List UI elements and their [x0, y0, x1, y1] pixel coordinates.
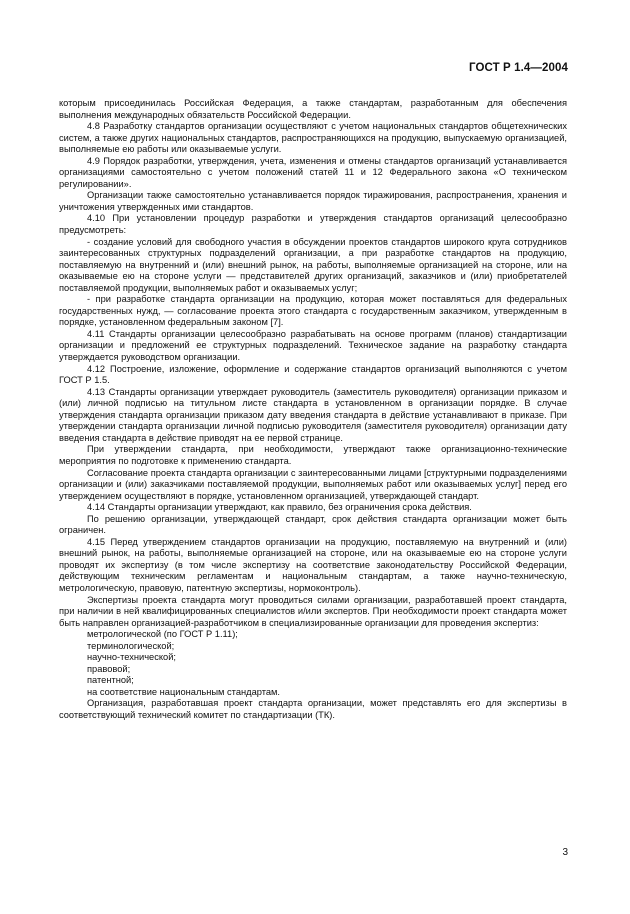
document-code-header: ГОСТ Р 1.4—2004	[469, 62, 568, 74]
paragraph: Организация, разработавшая проект стандарта организации, может представлять его для экспертизы в соответствующий технический комитет по стандартизации (ТК).	[59, 698, 567, 720]
list-item: метрологической (по ГОСТ Р 1.11);	[87, 629, 238, 640]
paragraph: 4.13 Стандарты организации утверждает руководитель (заместитель руководителя) организации приказом и (или) личной подписью на титульном листе стандарта в установленном в организации порядке. В случае утверждения стандарта организации приказом дату введения стандарта в действие устанавливают в приказе. При утверждении стандарта организации личной подписью руководителя (заместителя руководителя) организации дату введения стандарта в действие приводят на ее первой странице.	[59, 386, 567, 443]
list-item: - создание условий для свободного участия в обсуждении проектов стандартов широкого круга сотрудников заинтересованных структурных подразделений организации, а при разработке стандартов на продукцию, поставляемую на внутренний и (или) внешний рынок, на работы, выполняемые организацией на стороне, или на оказываемые ею на стороне услуги — представителей других организаций, заказчиков и (или) приобретателей поставляемой продукции, выполняемых работ и оказываемых услуг;	[59, 236, 567, 293]
paragraph: Экспертизы проекта стандарта могут проводиться силами организации, разработавшей проект стандарта, при наличии в ней квалифицированных специалистов и/или экспертов. При необходимости проект стандарта может быть направлен организацией-разработчиком в специализированные организации для проведения экспертиз:	[59, 594, 567, 628]
list-item: правовой;	[87, 663, 131, 674]
paragraph: 4.10 При установлении процедур разработки и утверждения стандартов организаций целесообразно предусмотреть:	[59, 213, 567, 236]
paragraph: 4.12 Построение, изложение, оформление и содержание стандартов организаций выполняются с учетом ГОСТ Р 1.5.	[59, 363, 567, 386]
list-item: научно-технической;	[87, 652, 176, 663]
paragraph: При утверждении стандарта, при необходимости, утверждают также организационно-технические мероприятия по подготовке к применению стандарта.	[59, 444, 567, 466]
paragraph: Согласование проекта стандарта организации с заинтересованными лицами [структурными подразделениями организации и (или) заказчиками поставляемой продукции, выполняемых работ или оказываемых услуг] перед его утверждением осуществляют в порядке, установленном организацией, утверждающей стандарт.	[59, 467, 567, 501]
page-number: 3	[562, 847, 568, 858]
paragraph: которым присоединилась Российская Федерация, а также стандартам, разработанным для обеспечения выполнения международных обязательств Российской Федерации.	[59, 98, 567, 120]
paragraph: 4.9 Порядок разработки, утверждения, учета, изменения и отмены стандартов организаций устанавливается организациями самостоятельно с учетом положений статей 11 и 12 Федерального закона «О техническом регулировании».	[59, 155, 567, 189]
list-item: терминологической;	[87, 640, 175, 651]
paragraph: 4.15 Перед утверждением стандартов организации на продукцию, поставляемую на внутренний и (или) внешний рынок, на работы, выполняемые организацией на стороне, или на оказываемые ею на стороне услуги проводят их экспертизу (в том числе экспертизу на соответствие законодательству Российской Федерации, действующим техническим регламентам и национальным стандартам, а также научно-техническую, метрологическую, правовую, патентную экспертизы, нормоконтроль).	[59, 536, 567, 593]
paragraph: По решению организации, утверждающей стандарт, срок действия стандарта организации может быть ограничен.	[59, 513, 567, 536]
paragraph: 4.14 Стандарты организации утверждают, как правило, без ограничения срока действия.	[87, 502, 472, 513]
document-body	[59, 98, 567, 722]
paragraph: 4.11 Стандарты организации целесообразно разрабатывать на основе программ (планов) стандартизации организации и предложений ее структурных подразделений. Техническое задание на разработку стандарта утверждается руководством организации.	[59, 328, 567, 363]
list-item: патентной;	[87, 675, 134, 686]
list-item: - при разработке стандарта организации на продукцию, которая может поставляться для федеральных государственных нужд, — согласование проекта этого стандарта с государственным заказчиком, утвержденным в порядке, установленном федеральным законом [7].	[59, 294, 567, 328]
paragraph: Организации также самостоятельно устанавливается порядок тиражирования, распространения, хранения и уничтожения утвержденных ими стандартов.	[59, 190, 567, 212]
paragraph: 4.8 Разработку стандартов организации осуществляют с учетом национальных стандартов общетехнических систем, а также других национальных стандартов, распространяющихся на продукцию, выпускаемую организацией, выполняемые ею работы или оказываемые услуги.	[59, 121, 567, 155]
list-item: на соответствие национальным стандартам.	[87, 686, 281, 697]
